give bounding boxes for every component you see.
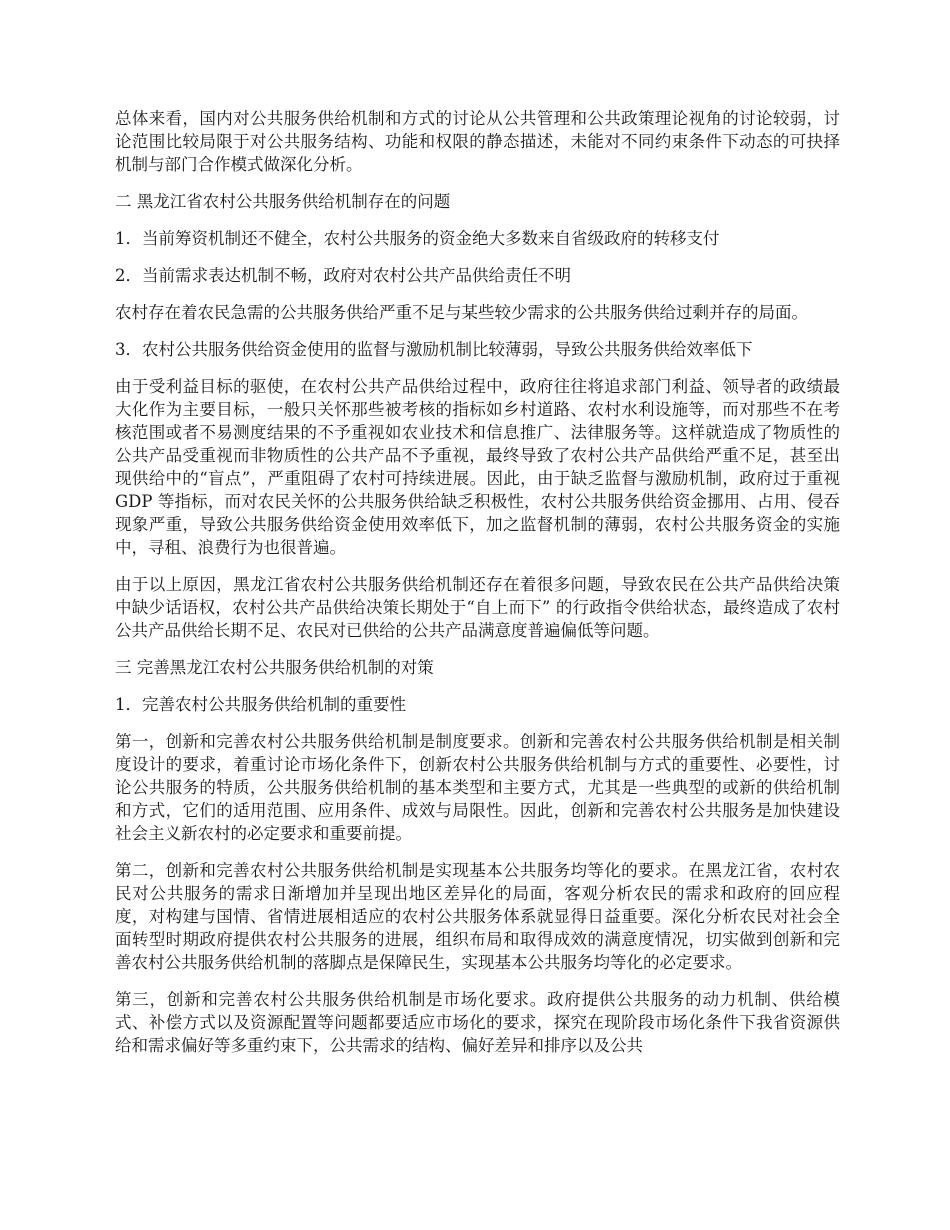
body-paragraph: 由于以上原因，黑龙江省农村公共服务供给机制还存在着很多问题，导致农民在公共产品供给决策中缺少话语权，农村公共产品供给决策长期处于“自上而下” 的行政指令供给状态，最终造成了农村公共产品供给长期不足、农民对已供给的公共产品满意度普遍偏低等问题。 [115, 575, 840, 640]
subheading-funding: 1．当前筹资机制还不健全，农村公共服务的资金绝大多数来自省级政府的转移支付 [115, 229, 720, 248]
document-page [115, 107, 840, 1071]
section-heading-problems: 二 黑龙江省农村公共服务供给机制存在的问题 [115, 192, 451, 211]
body-paragraph: 由于受利益目标的驱使，在农村公共产品供给过程中，政府往往将追求部门利益、领导者的政绩最大化作为主要目标，一般只关怀那些被考核的指标如乡村道路、农村水利设施等，而对那些不在考核范围或者不易测度结果的不予重视如农业技术和信息推广、法律服务等。这样就造成了物质性的公共产品受重视而非物质性的公共产品不予重视，最终导致了农村公共产品供给严重不足，甚至出现供给中的“盲点”，严重阻碍了农村可持续进展。因此，由于缺乏监督与激励机制，政府过于重视 GDP 等指标，而对农民关怀的公共服务供给缺乏积极性，农村公共服务供给资金挪用、占用、侵吞现象严重，导致公共服务供给资金使用效率低下，加之监督机制的薄弱，农村公共服务资金的实施中，寻租、浪费行为也很普遍。 [115, 377, 840, 557]
body-paragraph: 农村存在着农民急需的公共服务供给严重不足与某些较少需求的公共服务供给过剩并存的局面。 [115, 303, 808, 322]
body-paragraph: 第二，创新和完善农村公共服务供给机制是实现基本公共服务均等化的要求。在黑龙江省，农村农民对公共服务的需求日渐增加并呈现出地区差异化的局面，客观分析农民的需求和政府的回应程度，对构建与国情、省情进展相适应的农村公共服务体系就显得日益重要。深化分析农民对社会全面转型时期政府提供农村公共服务的进展，组织布局和取得成效的满意度情况，切实做到创新和完善农村公共服务供给机制的落脚点是保障民生，实现基本公共服务均等化的必定要求。 [115, 861, 840, 972]
subheading-supervision: 3．农村公共服务供给资金使用的监督与激励机制比较薄弱，导致公共服务供给效率低下 [115, 340, 753, 359]
subheading-importance: 1．完善农村公共服务供给机制的重要性 [115, 695, 406, 714]
body-paragraph: 第一，创新和完善农村公共服务供给机制是制度要求。创新和完善农村公共服务供给机制是相关制度设计的要求，着重讨论市场化条件下，创新农村公共服务供给机制与方式的重要性、必要性，讨论公共服务的特质，公共服务供给机制的基本类型和主要方式，尤其是一些典型的或新的供给机制和方式，它们的适用范围、应用条件、成效与局限性。因此，创新和完善农村公共服务是加快建设社会主义新农村的必定要求和重要前提。 [115, 732, 840, 843]
intro-paragraph: 总体来看，国内对公共服务供给机制和方式的讨论从公共管理和公共政策理论视角的讨论较弱，讨论范围比较局限于对公共服务结构、功能和权限的静态描述，未能对不同约束条件下动态的可抉择机制与部门合作模式做深化分析。 [115, 109, 840, 174]
body-paragraph: 第三，创新和完善农村公共服务供给机制是市场化要求。政府提供公共服务的动力机制、供给模式、补偿方式以及资源配置等问题都要适应市场化的要求，探究在现阶段市场化条件下我省资源供给和需求偏好等多重约束下，公共需求的结构、偏好差异和排序以及公共 [115, 990, 840, 1055]
subheading-demand-expression: 2．当前需求表达机制不畅，政府对农村公共产品供给责任不明 [115, 266, 571, 285]
section-heading-countermeasures: 三 完善黑龙江农村公共服务供给机制的对策 [115, 658, 434, 677]
